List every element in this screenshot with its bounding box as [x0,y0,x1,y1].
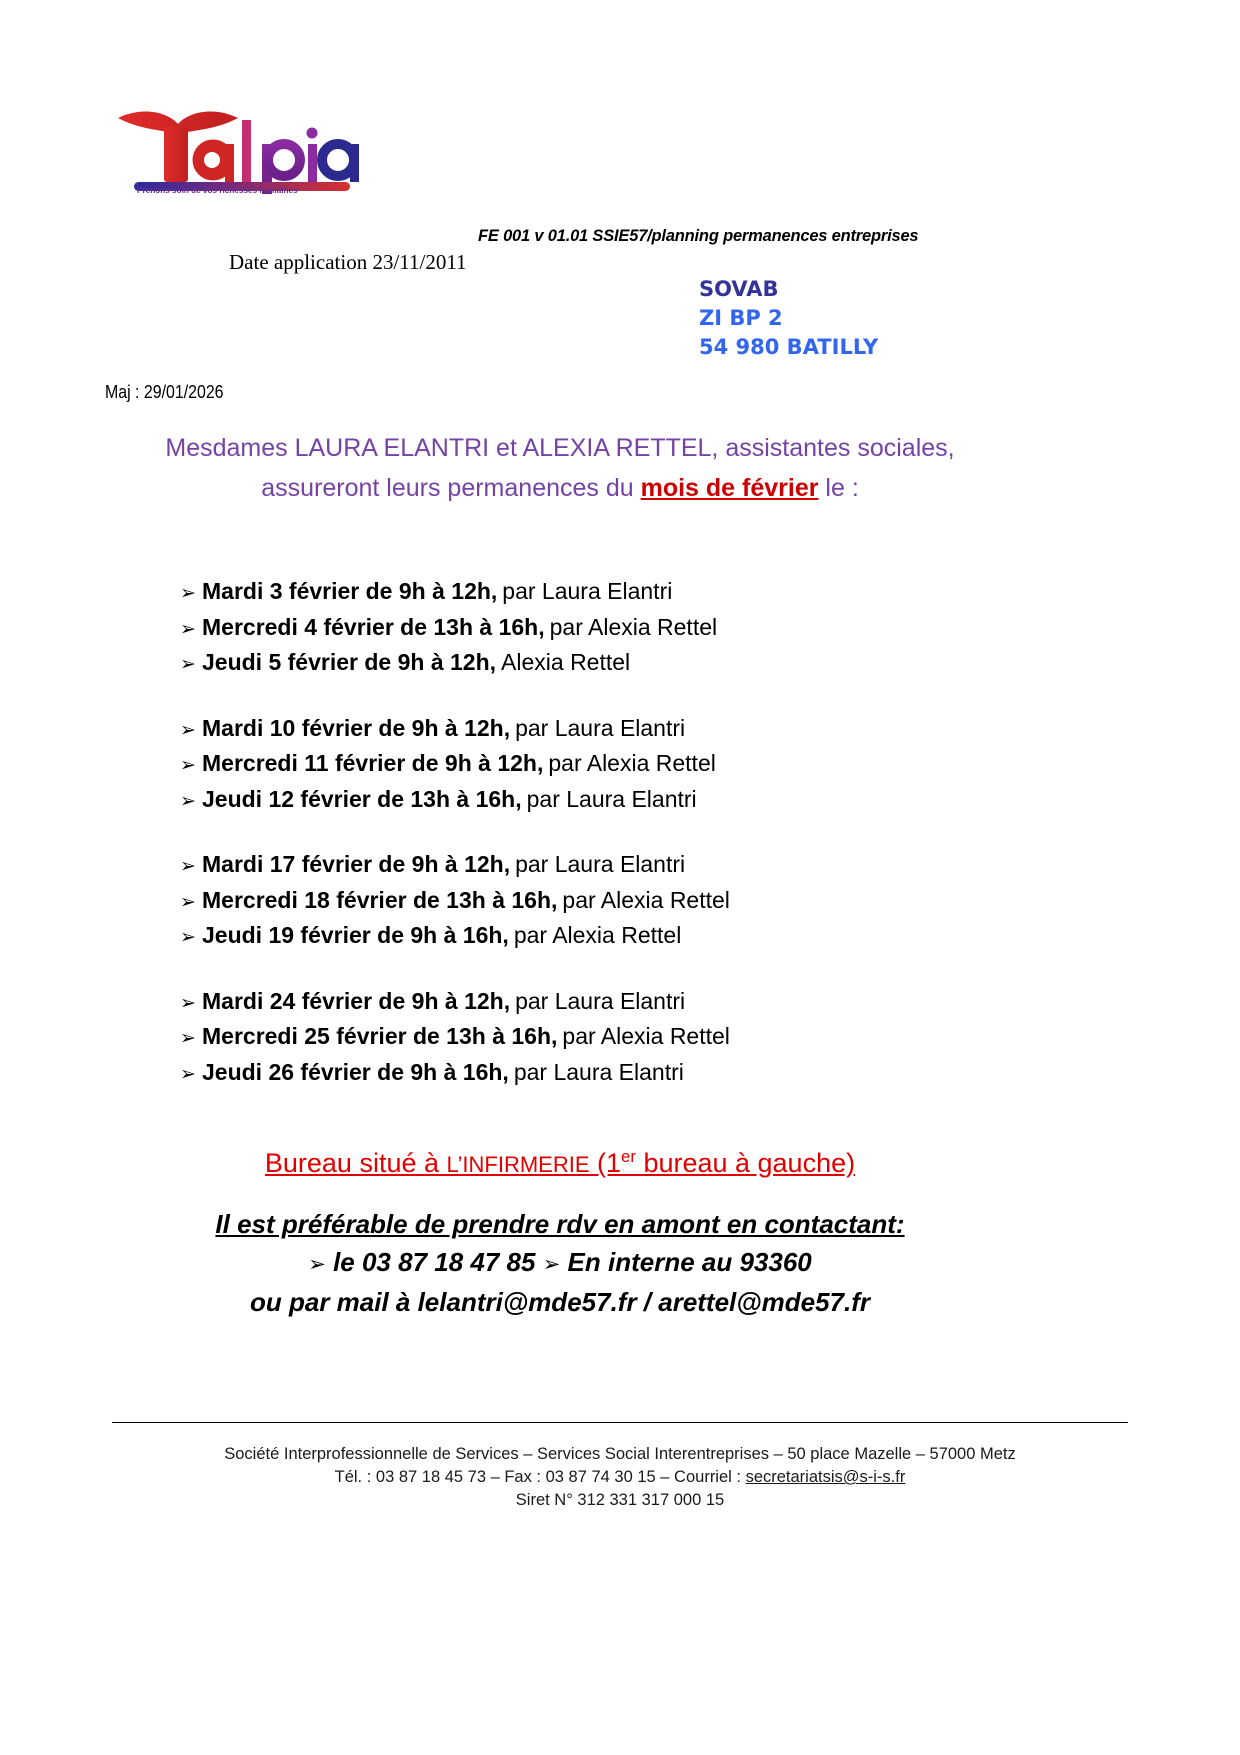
logo-tagline-text: Prenons soin de vos richesses humaines [137,186,298,195]
intro-line-2-after: le : [818,474,859,502]
schedule-entry [180,884,980,920]
office-infirmerie: L’INFIRMERIE [446,1152,590,1177]
schedule-entry-datetime: Mardi 10 février de 9h à 12h, [202,714,511,741]
arrow-bullet-icon: ➢ [180,789,196,812]
recipient-address [699,275,878,362]
last-update-date: Maj : 29/01/2026 [105,381,224,402]
schedule-entry [180,747,980,783]
arrow-bullet-icon-2: ➢ [542,1252,561,1276]
schedule-entry [180,575,980,611]
intro-line-2-before: assureront leurs permanences du [261,474,641,502]
footer-phone-fax: Tél. : 03 87 18 45 73 – Fax : 03 87 74 30 15 – Courriel : [334,1468,746,1486]
intro-line-2 [120,468,1000,508]
address-company: SOVAB [699,277,779,301]
schedule-entry-datetime: Jeudi 26 février de 9h à 16h, [202,1058,509,1085]
office-part-3: (1 [589,1148,622,1178]
schedule-entry-person: par Laura Elantri [515,714,686,741]
document-reference: FE 001 v 01.01 SSIE57/planning permanences entreprises [478,227,919,245]
schedule-entry-person: par Alexia Rettel [562,1023,730,1049]
arrow-bullet-icon: ➢ [180,718,196,741]
schedule-entry [180,919,980,955]
arrow-bullet-icon: ➢ [180,890,196,913]
contact-block [120,1205,1000,1321]
arrow-bullet-icon: ➢ [180,926,196,948]
schedule-entry-datetime: Mercredi 4 février de 13h à 16h, [202,613,545,640]
footer-siret: Siret N° 312 331 317 000 15 [515,1491,725,1509]
schedule-entry-person: par Alexia Rettel [549,613,718,640]
arrow-bullet-icon: ➢ [180,855,196,877]
intro-month-highlight: mois de février [640,474,819,502]
schedule-entry-datetime: Jeudi 19 février de 9h à 16h, [202,922,509,948]
schedule-entry-datetime: Jeudi 5 février de 9h à 12h, [202,649,497,675]
intro-line-1: Mesdames LAURA ELANTRI et ALEXIA RETTEL, assistantes sociales, [165,434,955,462]
office-part-4: bureau à gauche) [635,1148,856,1178]
schedule-entry [180,712,980,748]
office-ordinal-suffix: er [621,1147,636,1166]
page-footer [120,1443,1120,1512]
contact-numbers-line [120,1243,1000,1283]
schedule-entry-person: par Laura Elantri [502,578,673,604]
schedule-entry-person: par Laura Elantri [513,1058,684,1085]
schedule-entry-person: par Alexia Rettel [513,922,682,948]
office-location-note [120,1147,1000,1179]
arrow-bullet-icon: ➢ [180,754,196,776]
arrow-bullet-icon: ➢ [308,1252,326,1276]
schedule-entry-datetime: Mercredi 25 février de 13h à 16h, [202,1023,558,1049]
schedule-entry-person: par Laura Elantri [526,785,697,812]
arrow-bullet-icon: ➢ [180,1062,196,1085]
footer-company-line: Société Interprofessionnelle de Services – Services Social Interentreprises – 50 place Mazelle – 57000 Metz [224,1445,1016,1463]
permanence-schedule-list [180,575,980,1091]
schedule-entry [180,646,980,682]
footer-divider [112,1422,1128,1423]
footer-contact-line [120,1466,1120,1489]
schedule-entry-datetime: Jeudi 12 février de 13h à 16h, [202,785,522,812]
contact-emails: ou par mail à lelantri@mde57.fr / arettel@mde57.fr [249,1287,871,1317]
schedule-week-group [180,848,980,955]
arrow-bullet-icon: ➢ [180,991,196,1014]
schedule-entry-datetime: Mardi 24 février de 9h à 12h, [202,987,511,1014]
schedule-entry-person: par Laura Elantri [515,987,686,1014]
schedule-entry [180,1056,980,1092]
date-application: Date application 23/11/2011 [229,250,467,274]
arrow-bullet-icon: ➢ [180,617,196,640]
arrow-bullet-icon: ➢ [180,653,196,675]
intro-paragraph [120,428,1000,508]
arrow-bullet-icon: ➢ [180,1027,196,1049]
contact-phone: le 03 87 18 47 85 [333,1247,536,1277]
schedule-entry-datetime: Mercredi 18 février de 13h à 16h, [202,886,558,913]
contact-internal-extension: En interne au 93360 [567,1247,812,1277]
schedule-entry [180,985,980,1021]
footer-email-link[interactable]: secretariatsis@s-i-s.fr [745,1468,906,1486]
office-part-1: Bureau situé à [264,1148,447,1178]
contact-instruction: Il est préférable de prendre rdv en amont en contactant: [215,1209,905,1239]
schedule-entry [180,783,980,819]
talpia-logo-svg [112,100,362,195]
schedule-entry [180,848,980,884]
address-city: 54 980 BATILLY [699,335,879,359]
address-street: ZI BP 2 [699,306,783,330]
schedule-entry-person: Alexia Rettel [501,649,631,675]
schedule-entry-datetime: Mardi 3 février de 9h à 12h, [202,578,498,604]
schedule-week-group [180,575,980,682]
schedule-entry [180,1020,980,1056]
schedule-entry-person: par Alexia Rettel [562,886,730,913]
schedule-entry [180,611,980,647]
schedule-entry-person: par Laura Elantri [515,851,686,877]
company-logo [112,100,362,195]
schedule-week-group [180,712,980,819]
schedule-week-group [180,985,980,1092]
schedule-entry-datetime: Mercredi 11 février de 9h à 12h, [202,750,544,776]
arrow-bullet-icon: ➢ [180,582,196,604]
schedule-entry-datetime: Mardi 17 février de 9h à 12h, [202,851,511,877]
schedule-entry-person: par Alexia Rettel [548,750,716,776]
